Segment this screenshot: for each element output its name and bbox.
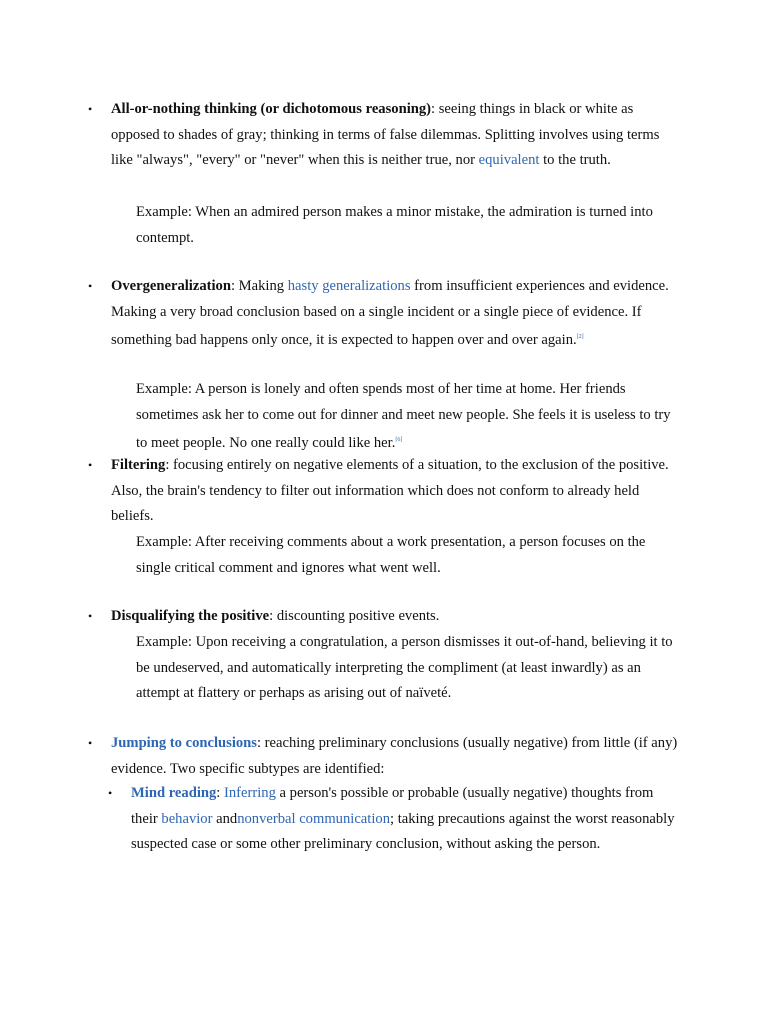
sub-bullet-marker: • <box>108 786 113 800</box>
description-text: a person's possible or probable (usually negative) thoughts from their <box>131 785 654 827</box>
description-text: : discounting positive events. <box>269 608 440 624</box>
list-item-all-or-nothing <box>111 97 681 174</box>
list-item-filtering <box>111 453 681 530</box>
reference-link[interactable]: [2] <box>576 334 584 341</box>
link-hasty-generalizations[interactable]: hasty generalizations <box>287 278 411 294</box>
description-text: from insufficient experiences and evidence. Making a very broad conclusion based on a single incident or a single piece of evidence. If something bad happens only once, it is expected to happen over and over again. <box>111 278 669 349</box>
description-text: : focusing entirely on negative elements of a situation, to the exclusion of the positive. Also, the brain's tendency to filter out information which does not conform to already held beliefs. <box>111 457 669 525</box>
bullet-marker: • <box>88 279 93 293</box>
term-disqualifying-positive: Disqualifying the positive <box>111 608 270 624</box>
example-filtering: Example: After receiving comments about a work presentation, a person focuses on the single critical comment and ignores what went well. <box>136 534 646 576</box>
bullet-marker: • <box>88 736 93 750</box>
description-text: to the truth. <box>539 152 611 169</box>
link-equivalent[interactable]: equivalent <box>478 152 540 169</box>
description-text: : seeing things in black or white as opposed to shades of gray; thinking in terms of false dilemmas. Splitting involves using terms like "always", "every" or "never" when this is neither true, nor <box>111 101 660 169</box>
reference-link[interactable]: [6] <box>395 437 403 444</box>
list-item-jumping <box>111 731 681 782</box>
description-text: ; taking precautions against the worst reasonably suspected case or some other preliminary conclusion, without asking the person. <box>131 810 675 853</box>
sub-item-mind-reading <box>131 781 681 858</box>
term-filtering: Filtering <box>111 457 166 473</box>
example-overgeneralization <box>136 377 681 457</box>
list-item-disqualifying <box>111 604 681 630</box>
description-text: and <box>212 810 238 827</box>
term-overgeneralization: Overgeneralization <box>111 278 231 294</box>
bullet-marker: • <box>88 458 93 472</box>
description-text: : Making <box>230 278 288 294</box>
link-jumping-to-conclusions[interactable]: Jumping to conclusions <box>111 735 257 751</box>
example-text: Example: A person is lonely and often spends most of her time at home. Her friends sometimes ask her to come out for dinner and meet new people. She feels it is useless to try to meet people. No one really could like her. <box>136 381 671 452</box>
example-disqualifying: Example: Upon receiving a congratulation, a person dismisses it out-of-hand, believing it to be undeserved, and automatically interpreting the compliment (at least inwardly) as an attempt at flattery or perhaps as arising out of naïveté. <box>136 634 673 702</box>
term-all-or-nothing: All-or-nothing thinking (or dichotomous reasoning) <box>111 101 432 117</box>
link-nonverbal-communication[interactable]: nonverbal communication <box>237 810 390 827</box>
bullet-marker: • <box>88 102 93 116</box>
link-behavior[interactable]: behavior <box>161 810 213 827</box>
link-inferring[interactable]: Inferring <box>224 785 276 801</box>
link-mind-reading[interactable]: Mind reading <box>131 785 217 801</box>
description-text: : reaching preliminary conclusions (usually negative) from little (if any) evidence. Two specific subtypes are identified: <box>111 735 678 777</box>
list-item-overgeneralization <box>111 274 681 354</box>
bullet-marker: • <box>88 609 93 623</box>
description-text: : <box>216 785 224 801</box>
example-all-or-nothing: Example: When an admired person makes a minor mistake, the admiration is turned into contempt. <box>136 204 653 246</box>
